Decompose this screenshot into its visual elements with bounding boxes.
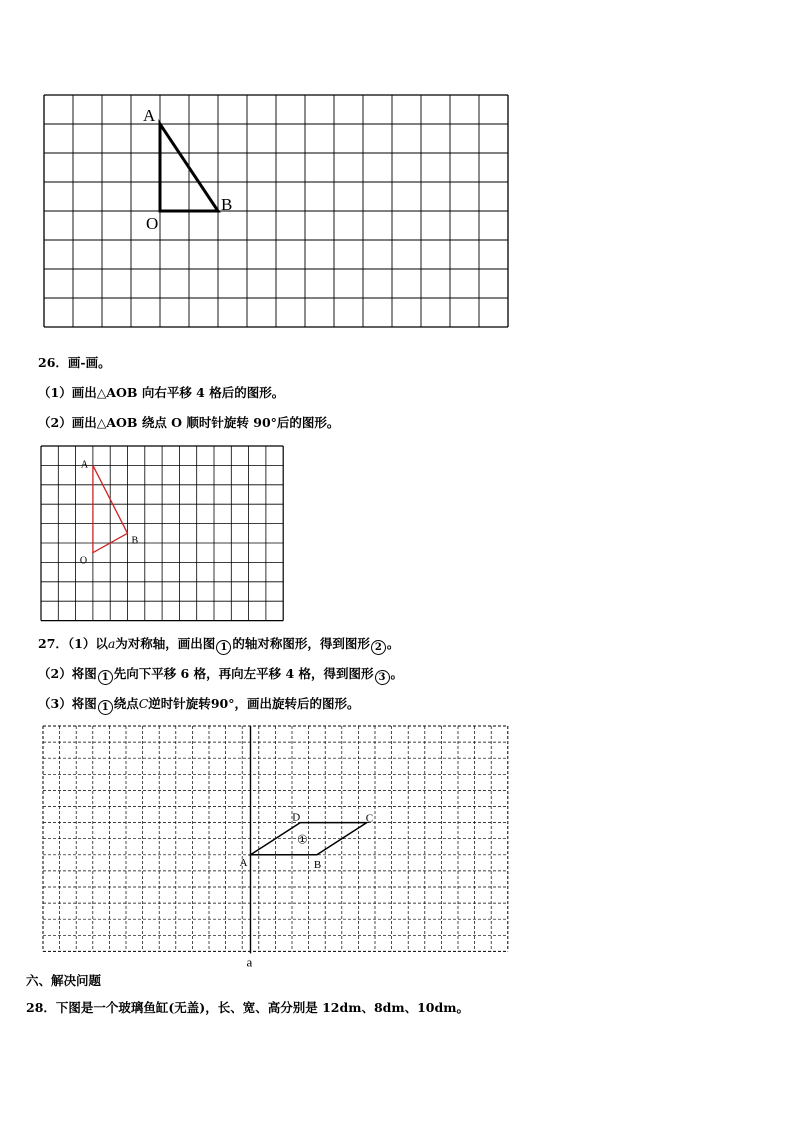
question-26-item-1: （1）画出△AOB 向右平移 4 格后的图形。 bbox=[38, 385, 285, 400]
grid-figure-red-triangle bbox=[40, 445, 288, 623]
question-27-item-3: （3）将图 1 绕点C逆时针旋转90°，画出旋转后的图形。 bbox=[38, 696, 360, 713]
circle-1: 1 bbox=[98, 670, 113, 685]
axis-symbol-a: a bbox=[107, 636, 116, 651]
question-26-title: 26．画-画。 bbox=[38, 355, 111, 370]
circle-1: 1 bbox=[98, 700, 113, 715]
label-a: A bbox=[143, 106, 156, 125]
label-o: O bbox=[146, 214, 159, 233]
label-b: B bbox=[313, 858, 322, 871]
circle-1: 1 bbox=[216, 640, 231, 655]
circle-3: 3 bbox=[375, 670, 390, 685]
label-o: O bbox=[79, 555, 88, 567]
point-c-symbol: C bbox=[138, 696, 149, 711]
grid-figure-triangle-aob bbox=[42, 94, 510, 328]
question-27-item-1: 27．（1）以a为对称轴，画出图 1 的轴对称图形，得到图形 2 。 bbox=[38, 636, 400, 653]
circle-2: 2 bbox=[371, 640, 386, 655]
label-a: A bbox=[239, 856, 248, 869]
dashed-grid-figure-parallelogram bbox=[42, 725, 510, 970]
label-a: A bbox=[80, 459, 89, 471]
label-b: B bbox=[131, 535, 139, 547]
shape-label-1: ① bbox=[296, 832, 308, 847]
label-d: D bbox=[292, 811, 301, 824]
label-axis-a: a bbox=[246, 954, 253, 970]
label-b: B bbox=[221, 195, 233, 214]
question-28-text: 28．下图是一个玻璃鱼缸(无盖)，长、宽、高分别是 12dm、8dm、10dm。 bbox=[26, 1000, 469, 1015]
section-6-title: 六、解决问题 bbox=[26, 973, 102, 988]
question-27-item-2: （2）将图 1 先向下平移 6 格，再向左平移 4 格，得到图形 3 。 bbox=[38, 666, 404, 683]
question-26-item-2: （2）画出△AOB 绕点 O 顺时针旋转 90°后的图形。 bbox=[38, 415, 340, 430]
label-c: C bbox=[365, 812, 374, 825]
